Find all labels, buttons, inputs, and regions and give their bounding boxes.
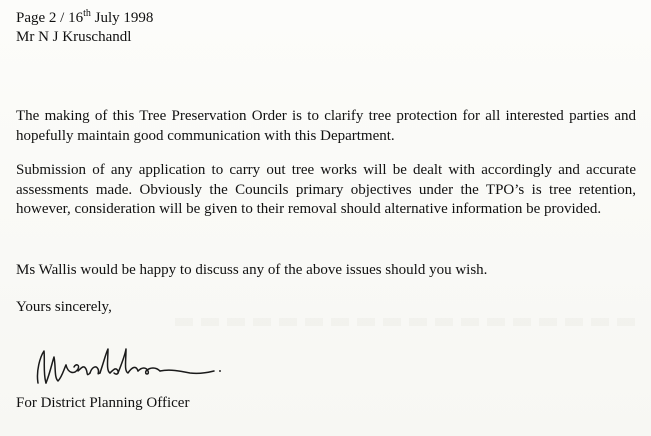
addressee: Mr N J Kruschandl bbox=[16, 29, 132, 45]
scan-bleed-through bbox=[175, 318, 635, 326]
paragraph-tpo-purpose: The making of this Tree Preservation Order is to clarify tree protection for all interested parties and hopefully maintain good communication with this Department. bbox=[16, 108, 636, 144]
paragraph-tree-works: Submission of any application to carry out tree works will be dealt with accordingly and accurate assessments made. Obviously the Councils primary objectives under the TPO’s is tree retention, however, consideration will be given to their removal should alternative information be provided. bbox=[16, 162, 636, 218]
letter-header bbox=[16, 9, 153, 47]
signatory-title: For District Planning Officer bbox=[16, 395, 190, 411]
paragraph-contact: Ms Wallis would be happy to discuss any of the above issues should you wish. bbox=[16, 262, 488, 278]
closing-salutation: Yours sincerely, bbox=[16, 299, 112, 315]
page-reference: Page 2 / 16th July 1998 bbox=[16, 8, 154, 26]
handwritten-signature bbox=[30, 343, 230, 391]
